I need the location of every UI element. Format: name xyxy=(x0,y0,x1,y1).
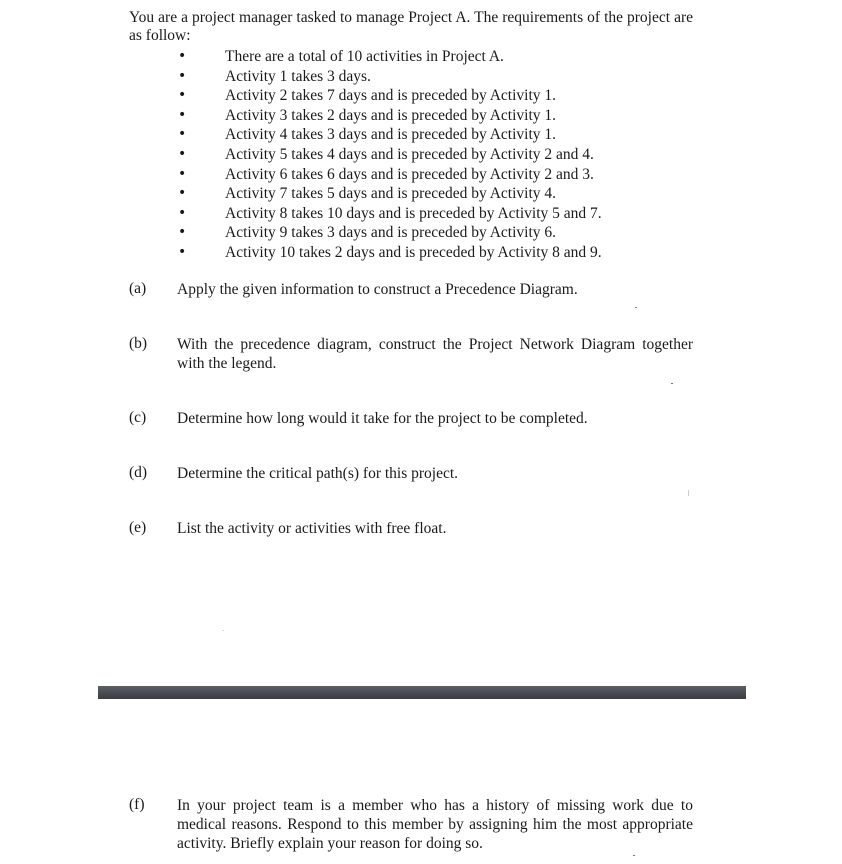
requirement-text: There are a total of 10 activities in Project A. xyxy=(225,48,504,65)
question-text: List the activity or activities with free float. xyxy=(177,520,447,537)
question-label: (b) xyxy=(129,335,148,352)
requirement-text: Activity 3 takes 2 days and is preceded by Activity 1. xyxy=(225,106,557,124)
bullet-icon: • xyxy=(178,185,187,202)
requirement-text: Activity 6 takes 6 days and is preceded by Activity 2 and 3. xyxy=(225,165,594,183)
page-divider xyxy=(98,686,746,699)
bullet-icon: • xyxy=(178,165,187,182)
requirement-text: Activity 7 takes 5 days and is preceded by Activity 4. xyxy=(225,185,557,203)
intro-paragraph: You are a project manager tasked to manage Project A. The requirements of the project are as follow: xyxy=(129,9,693,44)
question-label: (c) xyxy=(129,409,147,426)
requirement-text: Activity 2 takes 7 days and is preceded by Activity 1. xyxy=(225,87,557,105)
question-text: In your project team is a member who has a history of missing work due to medical reasons. Respond to this member by assigning him the most appropriate activity. Briefly explain your reason for doing so. xyxy=(177,797,693,852)
question-label: (f) xyxy=(129,796,145,813)
bullet-icon: • xyxy=(178,87,187,104)
question-text: With the precedence diagram, construct the Project Network Diagram together with the legend. xyxy=(177,336,693,372)
requirement-text: Activity 1 takes 3 days. xyxy=(225,67,371,85)
scan-speck xyxy=(635,307,637,308)
question-label: (d) xyxy=(129,464,148,481)
question-label: (a) xyxy=(129,280,147,297)
requirement-text: Activity 8 takes 10 days and is preceded by Activity 5 and 7. xyxy=(225,204,602,222)
question-label: (e) xyxy=(129,519,147,536)
scan-speck xyxy=(671,383,673,384)
bullet-icon: • xyxy=(178,204,187,221)
bullet-icon: • xyxy=(178,48,187,64)
requirement-text: Activity 9 takes 3 days and is preceded by Activity 6. xyxy=(225,224,557,242)
bullet-icon: • xyxy=(178,243,187,260)
question-text: Determine how long would it take for the project to be completed. xyxy=(177,410,588,427)
bullet-icon: • xyxy=(178,106,187,123)
bullet-icon: • xyxy=(178,126,187,143)
question-text: Apply the given information to construct a Precedence Diagram. xyxy=(177,281,578,298)
scan-speck xyxy=(688,490,689,496)
requirement-text: Activity 5 takes 4 days and is preceded by Activity 2 and 4. xyxy=(225,145,594,163)
bullet-icon: • xyxy=(178,67,187,84)
requirement-text: Activity 4 takes 3 days and is preceded by Activity 1. xyxy=(225,126,557,144)
bullet-icon: • xyxy=(178,145,187,162)
question-text: Determine the critical path(s) for this project. xyxy=(177,465,459,482)
scan-speck xyxy=(633,855,635,856)
bullet-icon: • xyxy=(178,224,187,241)
requirement-text: Activity 10 takes 2 days and is preceded by Activity 8 and 9. xyxy=(225,243,602,261)
scan-speck xyxy=(222,630,224,631)
